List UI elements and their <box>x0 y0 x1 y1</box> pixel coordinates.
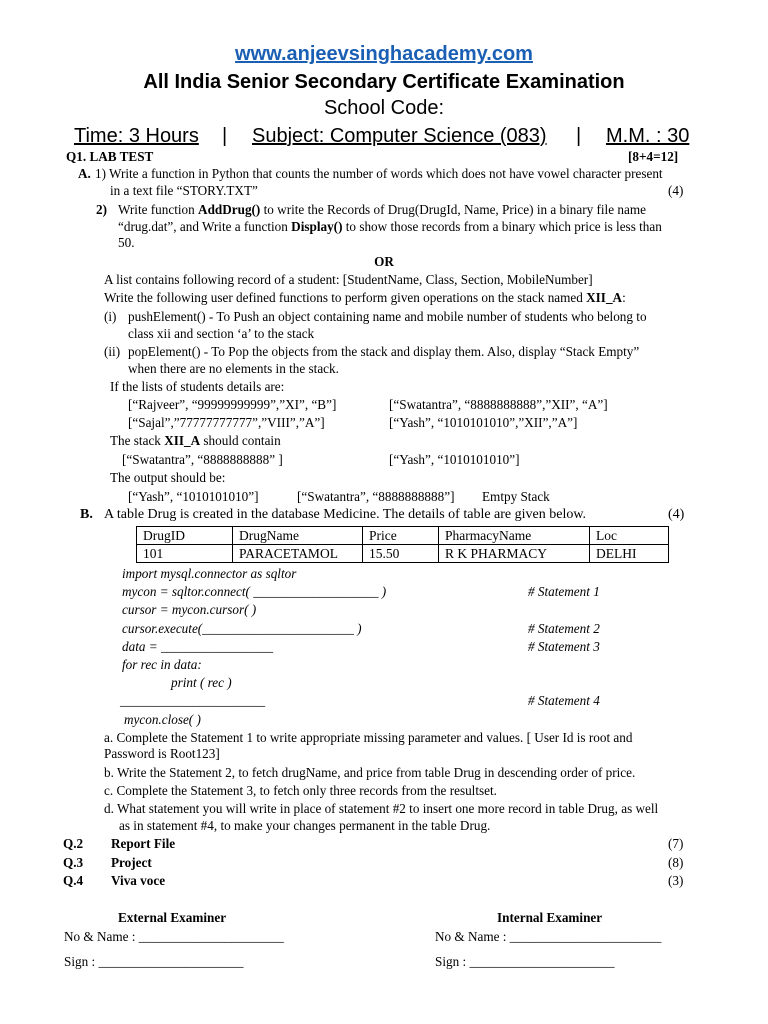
pop-element-text-cont: when there are no elements in the stack. <box>128 361 339 376</box>
table-header-cell: DrugName <box>233 527 363 545</box>
max-marks: M.M. : 30 <box>606 125 690 147</box>
part-b-marks: (4) <box>668 507 685 522</box>
table-header-cell: Loc <box>590 527 669 545</box>
external-name-field: No & Name : ______________________ <box>64 929 284 944</box>
item-ii-label: (ii) <box>104 344 121 359</box>
output-item: Emtpy Stack <box>482 489 550 504</box>
drug-table <box>136 526 669 563</box>
table-row <box>137 545 669 563</box>
code-comment: # Statement 3 <box>528 639 600 654</box>
question-title: Viva voce <box>111 873 166 888</box>
table-header-cell: Price <box>363 527 439 545</box>
code-comment: # Statement 1 <box>528 584 600 599</box>
sub-question-c: c. Complete the Statement 3, to fetch only three records from the resultset. <box>104 783 497 798</box>
a1-text: 1) Write a function in Python that counts the number of words which does not have vowel character present <box>95 166 663 181</box>
header-separator: | <box>222 125 228 147</box>
table-cell: 15.50 <box>363 545 439 563</box>
pop-element-text: popElement() - To Pop the objects from the stack and display them. Also, display “Stack Empty” <box>128 344 640 359</box>
code-line: data = _________________ <box>122 639 274 654</box>
a2-text-cont: “drug.dat”, and Write a function Display() to show those records from a binary which price is less than <box>118 219 662 234</box>
student-list-item: [“Rajveer”, “99999999999”,”XI”, “B”] <box>128 397 337 412</box>
stack-item: [“Yash”, “1010101010”] <box>389 452 520 467</box>
table-cell: R K PHARMACY <box>439 545 590 563</box>
table-header-cell: DrugID <box>137 527 233 545</box>
student-list-item: [“Sajal”,”77777777777”,”VIII”,”A”] <box>128 415 325 430</box>
item-i-label: (i) <box>104 309 117 324</box>
student-list-item: [“Yash”, “1010101010”,”XII”,”A”] <box>389 415 578 430</box>
student-list-item: [“Swatantra”, “8888888888”,”XII”, “A”] <box>389 397 608 412</box>
q1-marks: [8+4=12] <box>628 149 679 164</box>
part-b-label: B. <box>80 507 93 522</box>
time-info: Time: 3 Hours <box>74 125 199 147</box>
q1-title: Q1. LAB TEST <box>66 149 154 164</box>
stack-instructions: Write the following user defined functions to perform given operations on the stack named XII_A: <box>104 290 626 305</box>
a1-marks: (4) <box>668 183 684 198</box>
table-cell: PARACETAMOL <box>233 545 363 563</box>
sub-question-a-cont: Password is Root123] <box>104 746 220 761</box>
push-element-text-cont: class xii and section ‘a’ to the stack <box>128 326 315 341</box>
header-separator: | <box>576 125 582 147</box>
table-cell: DELHI <box>590 545 669 563</box>
a2-text-end: 50. <box>118 235 135 250</box>
a2-text: Write function AddDrug() to write the Records of Drug(DrugId, Name, Price) in a binary file name <box>118 202 646 217</box>
question-number: Q.4 <box>63 873 84 888</box>
stack-item: [“Swatantra”, “8888888888” ] <box>122 452 283 467</box>
website-link-text[interactable]: www.anjeevsinghacademy.com <box>235 43 533 65</box>
internal-examiner-heading: Internal Examiner <box>497 910 603 925</box>
table-header-cell: PharmacyName <box>439 527 590 545</box>
question-title: Report File <box>111 836 176 851</box>
output-intro: The output should be: <box>110 470 226 485</box>
code-line: cursor.execute(_______________________ ) <box>122 621 362 636</box>
output-item: [“Yash”, “1010101010”] <box>128 489 259 504</box>
code-line: mycon.close( ) <box>124 712 201 727</box>
internal-sign-field: Sign : ______________________ <box>435 954 615 969</box>
sub-question-d-cont: as in statement #4, to make your changes permanent in the table Drug. <box>119 818 491 833</box>
stack-contain-intro: The stack XII_A should contain <box>110 433 281 448</box>
code-line: import mysql.connector as sqltor <box>122 566 297 581</box>
sub-question-b: b. Write the Statement 2, to fetch drugName, and price from table Drug in descending order of price. <box>104 765 636 780</box>
question-number: Q.2 <box>63 836 84 851</box>
code-comment: # Statement 2 <box>528 621 600 636</box>
school-code: School Code: <box>323 97 445 119</box>
code-line: for rec in data: <box>122 657 202 672</box>
subject-info: Subject: Computer Science (083) <box>252 125 547 147</box>
table-header-row <box>137 527 669 545</box>
sub-question-d: d. What statement you will write in place of statement #2 to insert one more record in table Drug, as well <box>104 801 659 816</box>
external-examiner-heading: External Examiner <box>118 910 227 925</box>
question-title: Project <box>111 855 152 870</box>
a1-text-cont: in a text file “STORY.TXT” <box>110 183 258 198</box>
question-marks: (3) <box>668 873 684 888</box>
internal-name-field: No & Name : _______________________ <box>435 929 662 944</box>
part-b-text: A table Drug is created in the database Medicine. The details of table are given below. <box>104 507 587 522</box>
sub-question-a: a. Complete the Statement 1 to write appropriate missing parameter and values. [ User Id is root and <box>104 730 633 745</box>
code-line: print ( rec ) <box>171 675 232 690</box>
question-marks: (7) <box>668 836 684 851</box>
question-marks: (8) <box>668 855 684 870</box>
stack-intro: A list contains following record of a student: [StudentName, Class, Section, MobileNumber] <box>104 272 593 287</box>
part-a-label: A. <box>78 166 91 181</box>
table-cell: 101 <box>137 545 233 563</box>
lists-intro: If the lists of students details are: <box>110 379 285 394</box>
code-line: cursor = mycon.cursor( ) <box>122 602 257 617</box>
output-item: [“Swatantra”, “8888888888”] <box>297 489 455 504</box>
code-comment: # Statement 4 <box>528 693 600 708</box>
question-number: Q.3 <box>63 855 84 870</box>
exam-title: All India Senior Secondary Certificate Examination <box>143 71 625 93</box>
code-line: mycon = sqltor.connect( ___________________ ) <box>122 584 387 599</box>
website-link[interactable] <box>0 42 768 66</box>
a2-number: 2) <box>96 202 107 217</box>
push-element-text: pushElement() - To Push an object containing name and mobile number of students who belong to <box>128 309 647 324</box>
code-line: ______________________ <box>120 693 266 708</box>
external-sign-field: Sign : ______________________ <box>64 954 244 969</box>
or-divider: OR <box>374 254 394 269</box>
